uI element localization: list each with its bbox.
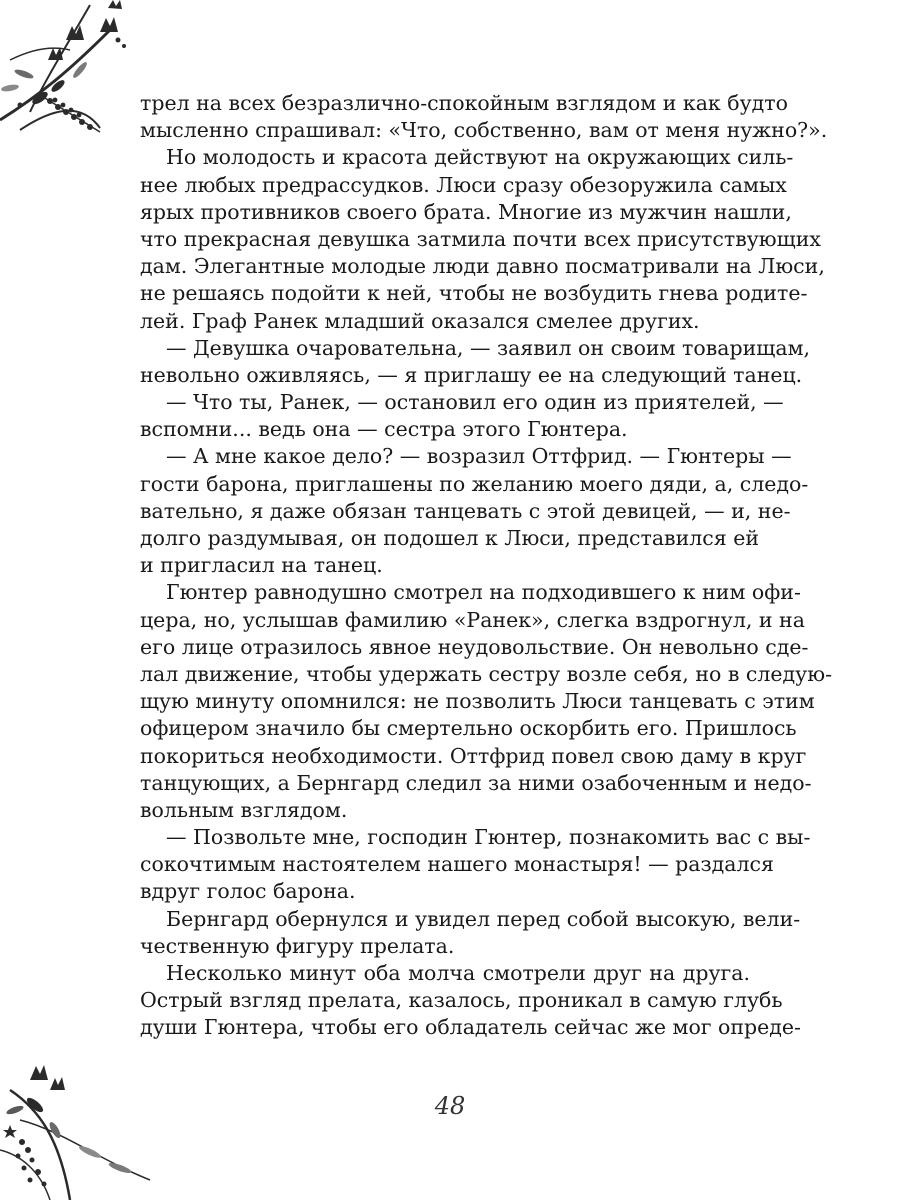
text-line: — Что ты, Ранек, — остановил его один из приятелей, — bbox=[166, 390, 784, 415]
text-line: Гюнтер равнодушно смотрел на подходившего к ним офи- bbox=[166, 580, 801, 605]
text-line: — Девушка очаровательна, — заявил он своим товарищам, bbox=[166, 335, 811, 360]
text-line: танцующих, а Бернгард следил за ними озабоченным и недо- bbox=[140, 770, 812, 795]
text-line: что прекрасная девушка затмила почти всех присутствующих bbox=[140, 226, 821, 251]
text-line: лей. Граф Ранек младший оказался смелее других. bbox=[140, 308, 700, 333]
floral-ornament-bottom-icon bbox=[0, 1060, 170, 1200]
text-line: души Гюнтера, чтобы его обладатель сейчас же мог опреде- bbox=[140, 1015, 801, 1040]
text-line: трел на всех безразлично-спокойным взглядом и как будто bbox=[140, 91, 788, 115]
text-line: вдруг голос барона. bbox=[140, 879, 356, 904]
text-line: Острый взгляд прелата, казалось, проникал в самую глубь bbox=[140, 988, 783, 1013]
text-line: цера, но, услышав фамилию «Ранек», слегка вздрогнул, и на bbox=[140, 607, 805, 632]
page-number: 48 bbox=[434, 1092, 466, 1120]
text-line: чественную фигуру прелата. bbox=[140, 933, 455, 958]
text-line: вательно, я даже обязан танцевать с этой девицей, — и, не- bbox=[140, 498, 791, 523]
text-line: его лице отразилось явное неудовольствие. Он невольно сде- bbox=[140, 634, 809, 659]
text-line: нее любых предрассудков. Люси сразу обезоружила самых bbox=[140, 172, 787, 197]
text-line: вспомни... ведь она — сестра этого Гюнтера. bbox=[140, 417, 628, 442]
text-line: невольно оживляясь, — я приглашу ее на следующий танец. bbox=[140, 362, 803, 387]
text-line: щую минуту опомнился: не позволить Люси танцевать с этим bbox=[140, 689, 815, 714]
text-line: Несколько минут оба молча смотрели друг на друга. bbox=[166, 961, 750, 985]
text-line: гости барона, приглашены по желанию моего дяди, а, следо- bbox=[140, 471, 809, 496]
text-line: Бернгард обернулся и увидел перед собой высокую, вели- bbox=[166, 906, 801, 931]
text-line: покориться необходимости. Оттфрид повел свою даму в круг bbox=[140, 743, 807, 768]
body-text bbox=[140, 90, 833, 1042]
text-line: офицером значило бы смертельно оскорбить его. Пришлось bbox=[140, 716, 797, 741]
text-line: дам. Элегантные молодые люди давно посматривали на Люси, bbox=[140, 254, 825, 279]
text-line: сокочтимым настоятелем нашего монастыря! — раздался bbox=[140, 852, 774, 877]
text-line: — Позвольте мне, господин Гюнтер, познакомить вас с вы- bbox=[166, 825, 811, 850]
text-line: долго раздумывая, он подошел к Люси, представился ей bbox=[140, 526, 760, 550]
text-line: не решаясь подойти к ней, чтобы не возбудить гнева родите- bbox=[140, 281, 808, 306]
text-line: — А мне какое дело? — возразил Оттфрид. — Гюнтеры — bbox=[166, 444, 792, 469]
text-line: Но молодость и красота действуют на окружающих силь- bbox=[166, 145, 794, 170]
text-line: мысленно спрашивал: «Что, собственно, вам от меня нужно?». bbox=[140, 118, 828, 143]
text-line: ярых противников своего брата. Многие из мужчин нашли, bbox=[140, 199, 792, 224]
text-line: лал движение, чтобы удержать сестру возле себя, но в следую- bbox=[140, 661, 833, 686]
text-line: вольным взглядом. bbox=[140, 797, 348, 822]
text-line: и пригласил на танец. bbox=[140, 553, 383, 578]
